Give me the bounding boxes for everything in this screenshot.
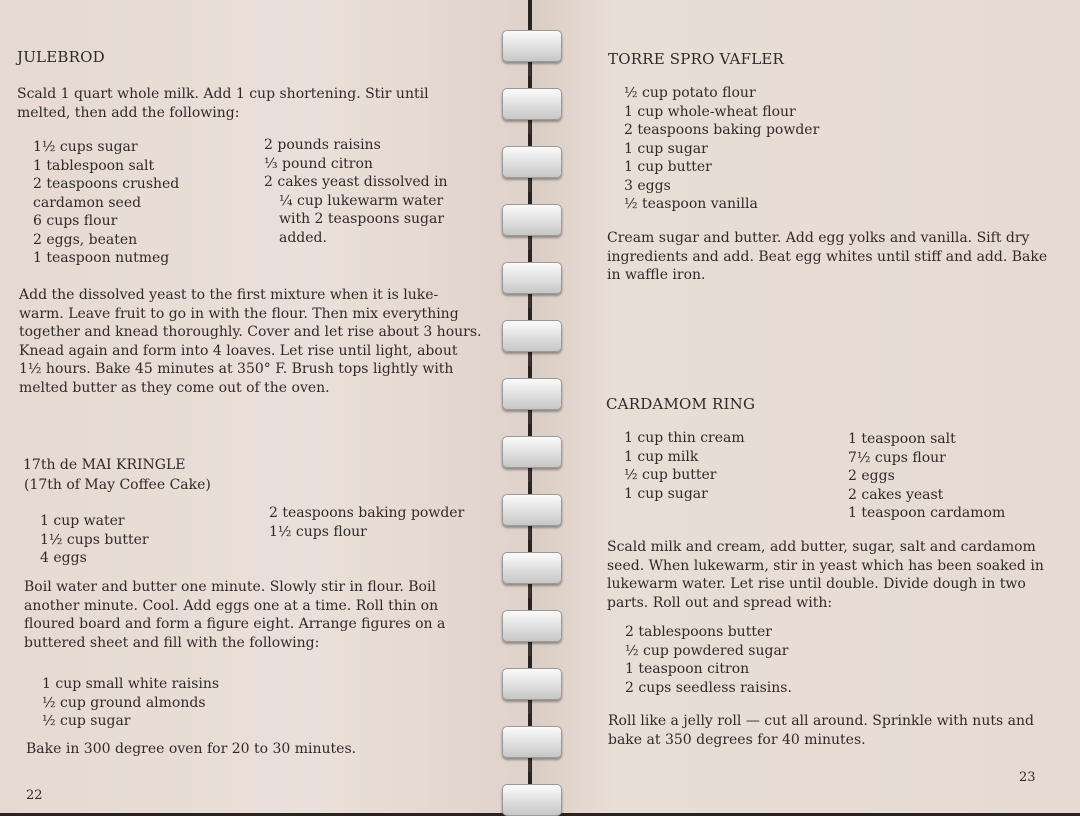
ingredient: 1 cup milk [624, 448, 699, 465]
direction-line: together and knead thoroughly. Cover and let rise about 3 hours. [19, 324, 482, 340]
julebrod-intro [17, 85, 429, 122]
kringle-bake: Bake in 300 degree oven for 20 to 30 minutes. [26, 741, 357, 757]
binding-ring [502, 726, 562, 758]
binding-ring [502, 668, 562, 700]
ingredient: 1 cup small white raisins [42, 676, 220, 692]
ingredient: 1 teaspoon nutmeg [33, 250, 170, 266]
direction-line: ingredients and add. Beat egg whites until stiff and add. Bake [607, 248, 1048, 265]
direction-line: Knead again and form into 4 loaves. Let rise until light, about [19, 342, 458, 359]
ingredient: ½ cup sugar [42, 713, 131, 729]
spiral-binding [500, 0, 570, 813]
binding-ring [502, 262, 562, 294]
binding-ring [502, 610, 562, 642]
direction-line: in waffle iron. [607, 267, 706, 283]
ingredient: 3 eggs [624, 177, 671, 194]
binding-ring [502, 204, 562, 236]
julebrod-ingredients-col2 [264, 136, 448, 247]
binding-ring [502, 784, 562, 816]
vafler-ingredients [624, 84, 819, 214]
cardamom-ingredients-col2 [848, 430, 1005, 523]
kringle-directions [24, 578, 445, 652]
ingredient: 2 cakes yeast [848, 486, 944, 503]
vafler-directions [607, 229, 1047, 285]
binding-hole [528, 526, 531, 540]
binding-ring [502, 146, 562, 178]
ingredient: 2 eggs [848, 468, 895, 484]
direction-line: Scald milk and cream, add butter, sugar, salt and cardamom [607, 539, 1036, 555]
binding-ring [502, 320, 562, 352]
ingredient: 2 teaspoons crushed [33, 176, 180, 192]
direction-line: another minute. Cool. Add eggs one at a time. Roll thin on [24, 597, 439, 614]
ingredient: 1 tablespoon salt [33, 157, 155, 174]
ingredient: ¼ cup lukewarm water [279, 192, 444, 209]
binding-ring [502, 30, 562, 62]
binding-hole [528, 584, 531, 598]
binding-hole [528, 236, 531, 250]
ingredient: 2 cakes yeast dissolved in [264, 174, 448, 190]
binding-hole [528, 62, 531, 76]
julebrod-title: JULEBROD [17, 48, 105, 66]
ingredient: 1 cup butter [624, 159, 712, 175]
ingredient: 2 teaspoons baking powder [624, 122, 820, 138]
ingredient: 1½ cups sugar [33, 139, 138, 155]
direction-line: 1½ hours. Bake 45 minutes at 350° F. Brush tops lightly with [19, 361, 454, 377]
ingredient: 1 cup thin cream [624, 430, 745, 446]
ingredient: cardamon seed [33, 194, 142, 211]
binding-ring [502, 494, 562, 526]
kringle-filling [42, 675, 219, 731]
cardamom-filling [625, 623, 792, 697]
direction-line: floured board and form a figure eight. Arrange figures on a [24, 616, 446, 632]
binding-ring [502, 552, 562, 584]
direction-line: parts. Roll out and spread with: [607, 594, 833, 611]
kringle-title: 17th de MAI KRINGLE [23, 457, 186, 473]
direction-line: seed. When lukewarm, stir in yeast which has been soaked in [607, 557, 1044, 574]
ingredient: 4 eggs [40, 550, 87, 566]
ingredient: 1½ cups flour [269, 523, 367, 540]
direction-line: lukewarm water. Let rise until double. Divide dough in two [607, 576, 1026, 592]
direction-line: buttered sheet and fill with the following: [24, 634, 320, 651]
page-number-right: 23 [1019, 770, 1036, 785]
kringle-subtitle: (17th of May Coffee Cake) [24, 477, 211, 493]
cardamom-final [608, 712, 1034, 749]
binding-ring [502, 378, 562, 410]
direction-line: Boil water and butter one minute. Slowly stir in flour. Boil [24, 579, 436, 595]
ingredient: ⅓ pound citron [264, 155, 373, 172]
ingredient: 1 cup whole-wheat flour [624, 103, 796, 120]
direction-line: Cream sugar and butter. Add egg yolks and vanilla. Sift dry [607, 230, 1030, 246]
ingredient: 1 cup sugar [624, 140, 708, 157]
ingredient: 2 eggs, beaten [33, 231, 138, 248]
julebrod-intro-line: melted, then add the following: [17, 104, 240, 121]
binding-hole [528, 642, 531, 656]
binding-ring [502, 88, 562, 120]
ingredient: with 2 teaspoons sugar [279, 211, 445, 227]
ingredient: 7½ cups flour [848, 449, 946, 466]
binding-hole [528, 352, 531, 366]
ingredient: 2 tablespoons butter [625, 624, 772, 640]
ingredient: ½ cup ground almonds [42, 694, 206, 711]
binding-hole [528, 758, 531, 772]
direction-line: bake at 350 degrees for 40 minutes. [608, 731, 866, 748]
binding-hole [528, 294, 531, 308]
binding-hole [528, 178, 531, 192]
ingredient: 2 teaspoons baking powder [269, 505, 465, 521]
binding-hole [528, 468, 531, 482]
kringle-ingredients-col2 [269, 504, 464, 541]
ingredient: 1 teaspoon citron [625, 661, 750, 677]
ingredient: 2 pounds raisins [264, 137, 381, 153]
ingredient: 1 teaspoon salt [848, 431, 956, 447]
direction-line: warm. Leave fruit to go in with the flour. Then mix everything [19, 305, 459, 322]
binding-hole [528, 120, 531, 134]
julebrod-directions [19, 286, 481, 397]
cardamom-ingredients-col1 [624, 429, 745, 503]
binding-ring [502, 436, 562, 468]
kringle-ingredients-col1 [40, 512, 149, 568]
ingredient: 2 cups seedless raisins. [625, 679, 792, 696]
ingredient: 1½ cups butter [40, 531, 149, 548]
ingredient: ½ cup butter [624, 467, 717, 483]
ingredient: 1 cup water [40, 513, 125, 529]
ingredient: 1 teaspoon cardamom [848, 505, 1006, 521]
page-number-left: 22 [26, 788, 43, 803]
ingredient: ½ teaspoon vanilla [624, 196, 758, 212]
direction-line: melted butter as they come out of the oven. [19, 379, 330, 396]
vafler-title: TORRE SPRO VAFLER [608, 50, 784, 68]
cardamom-title: CARDAMOM RING [606, 395, 756, 413]
ingredient: added. [279, 229, 327, 246]
direction-line: Add the dissolved yeast to the first mixture when it is luke- [19, 287, 439, 303]
binding-hole [528, 410, 531, 424]
binding-hole [528, 700, 531, 714]
julebrod-ingredients-col1 [33, 138, 179, 268]
julebrod-intro-line: Scald 1 quart whole milk. Add 1 cup shortening. Stir until [17, 86, 429, 102]
ingredient: ½ cup powdered sugar [625, 642, 789, 659]
direction-line: Roll like a jelly roll — cut all around. Sprinkle with nuts and [608, 713, 1034, 729]
cardamom-directions [607, 538, 1044, 612]
ingredient: ½ cup potato flour [624, 85, 756, 101]
ingredient: 6 cups flour [33, 213, 118, 229]
ingredient: 1 cup sugar [624, 485, 708, 502]
